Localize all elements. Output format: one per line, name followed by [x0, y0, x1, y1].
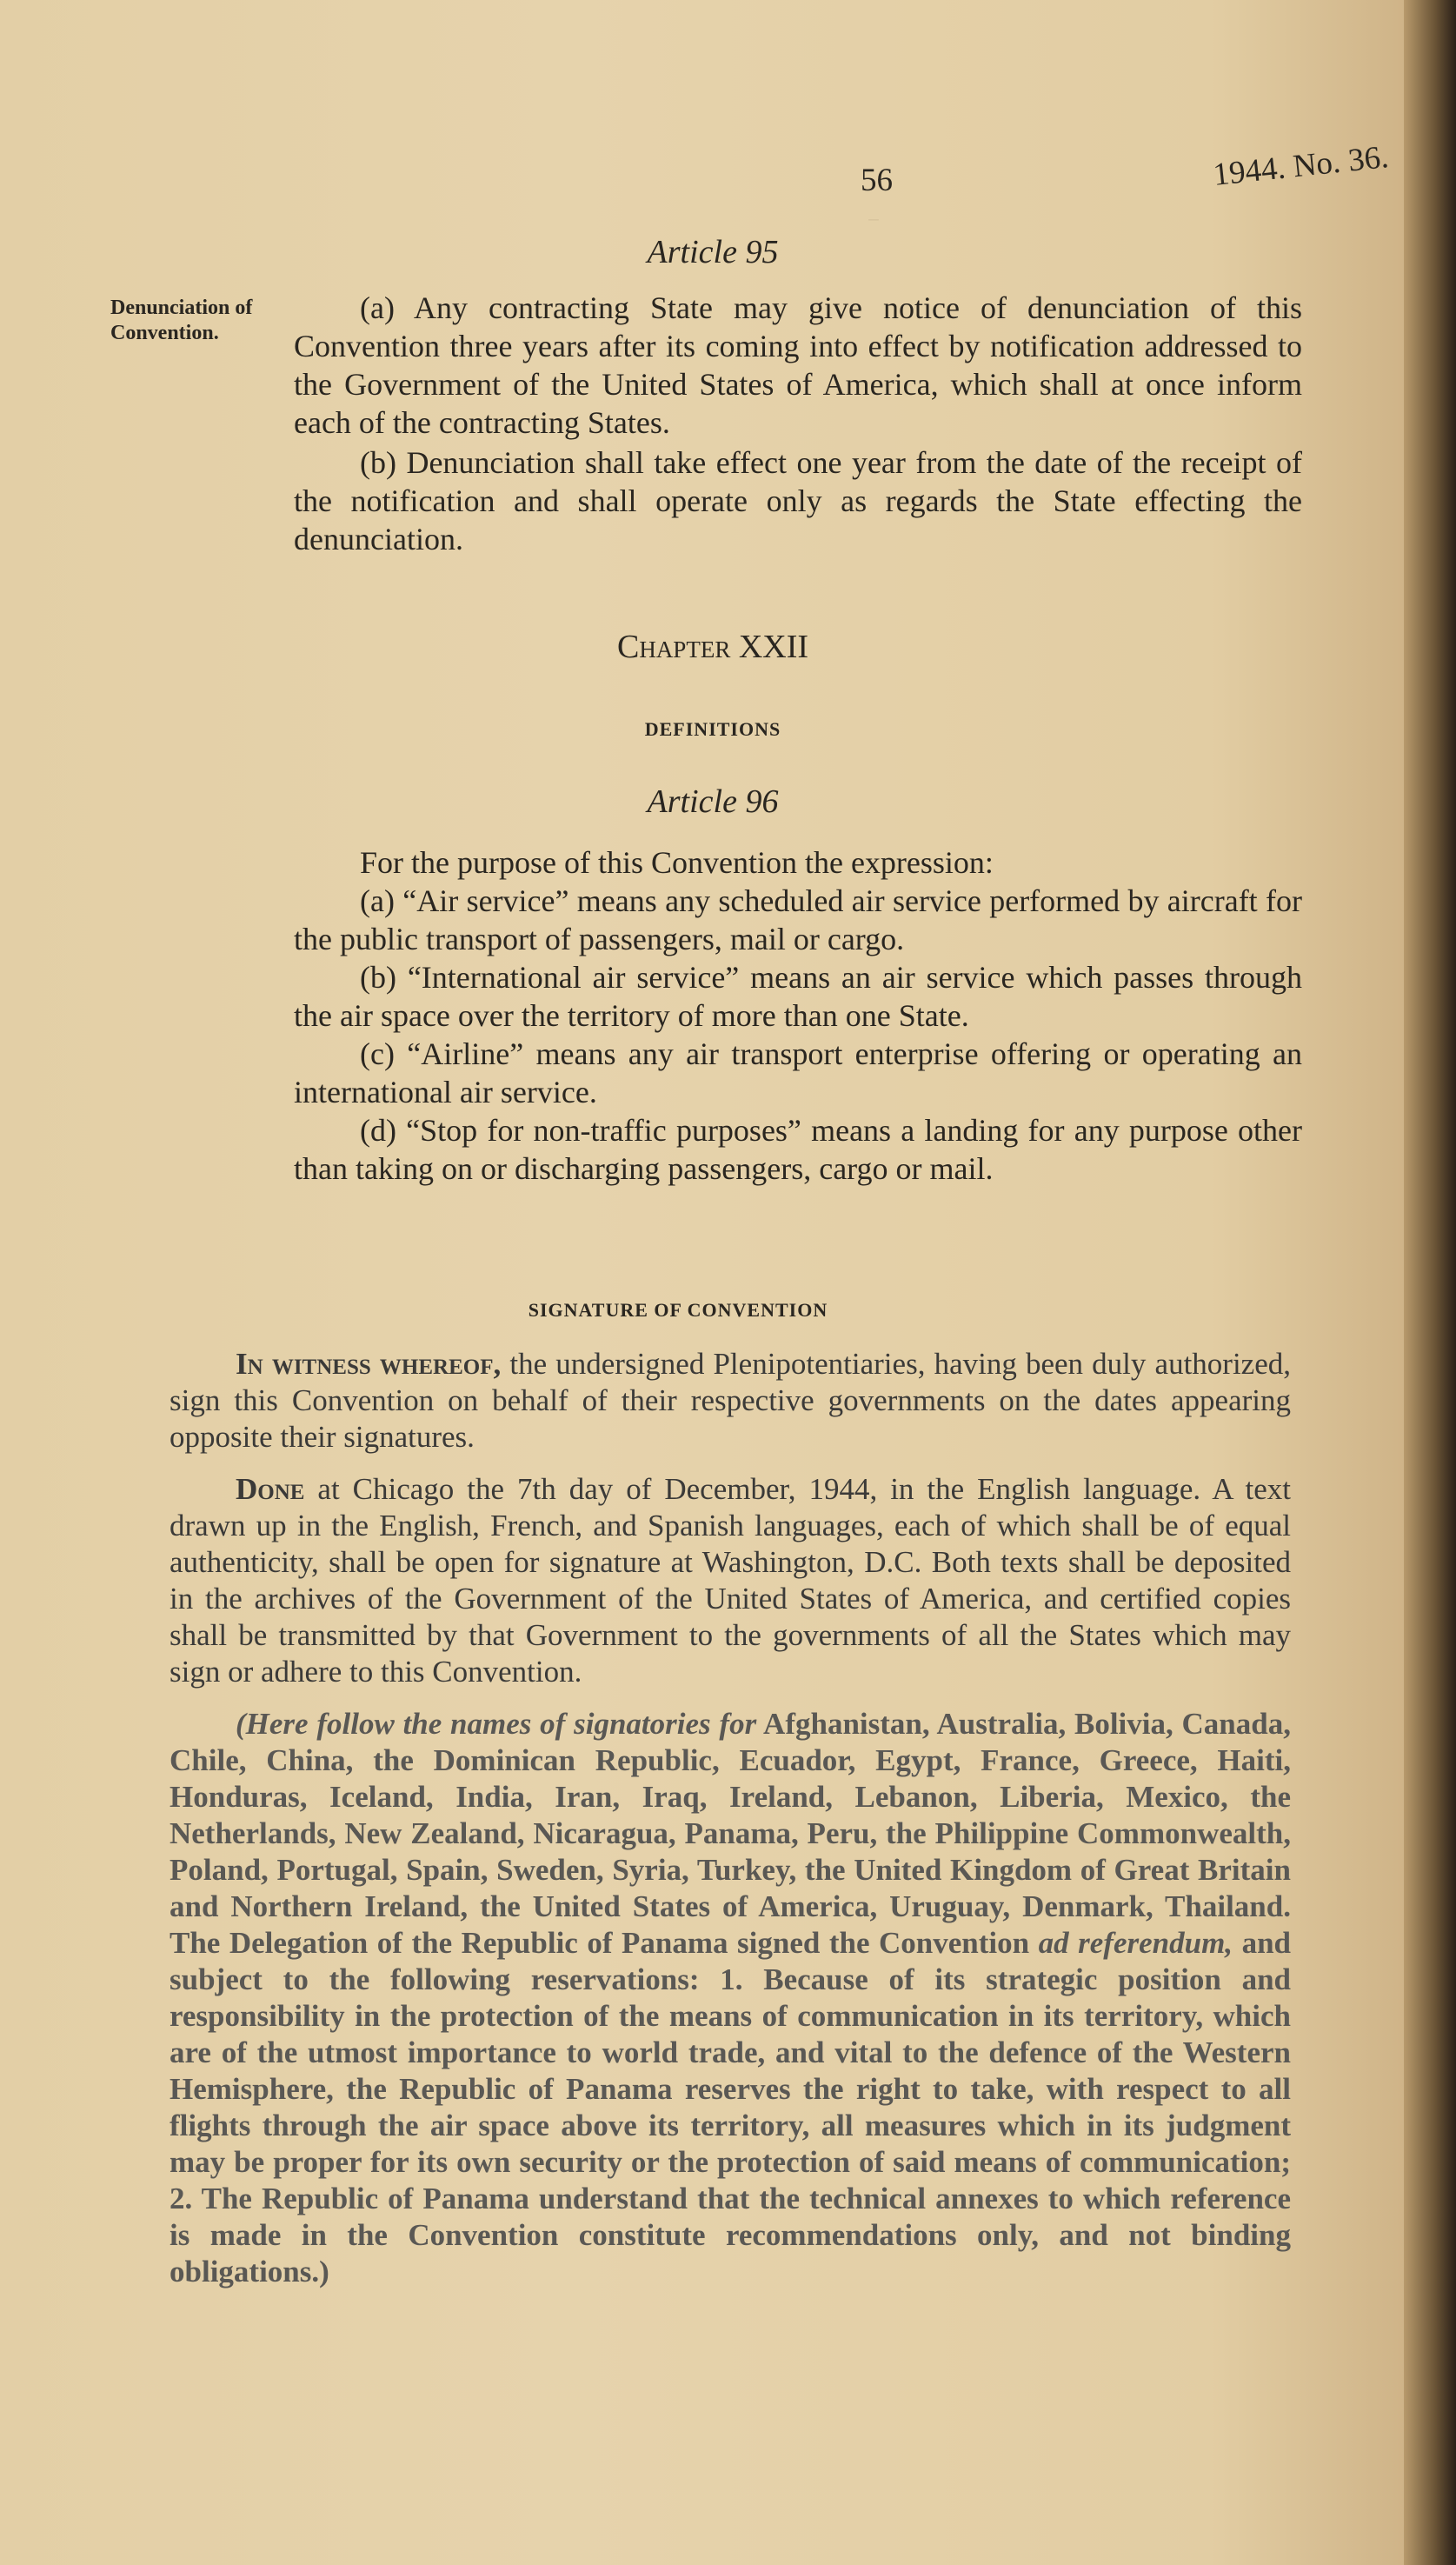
- definition-a: (a) “Air service” means any scheduled air service performed by aircraft for the public transport of passengers, mail or cargo.: [294, 883, 1302, 956]
- article-96-title: Article 96: [647, 783, 779, 820]
- article-96-body: [294, 843, 1302, 1188]
- definition-c: (c) “Airline” means any air transport enterprise offering or operating an international air service.: [294, 1036, 1302, 1109]
- article-95-para-a: (a) Any contracting State may give notice of denunciation of this Convention three years after its coming into effect by notification addressed to the Government of the United States of America, which shall at once inform each of the contracting States.: [294, 290, 1302, 440]
- article-95-title: Article 95: [647, 234, 779, 270]
- definition-b: (b) “International air service” means an air service which passes through the air space over the territory of more than one State.: [294, 960, 1302, 1033]
- chapter-subtitle: DEFINITIONS: [644, 718, 781, 740]
- witness-lead: In witness whereof,: [236, 1347, 502, 1381]
- done-paragraph: [170, 1471, 1291, 1690]
- done-text: at Chicago the 7th day of December, 1944, in the English language. A text drawn up in the English, French, and Spanish languages, each of which shall be of equal authenticity, shall be open for signature at Washington, D.C. Both texts shall be deposited in the archives of the Government of the United States of America, and certified copies shall be transmitted by that Government to the governments of all the States which may sign or adhere to this Convention.: [170, 1472, 1291, 1689]
- ad-referendum: ad referendum,: [1029, 1926, 1233, 1960]
- panama-reservations: and subject to the following reservations: 1. Because of its strategic position and responsibility in the protection of the means of communication in its territory, which are of the utmost importance to world trade, and vital to the defence of the Western Hemisphere, the Republic of Panama reserves the right to take, with respect to all flights through the air space above its territory, all measures which in its judgment may be proper for its own security or the protection of said means of communication; 2. The Republic of Panama understand that the technical annexes to which reference is made in the Convention constitute recommendations only, and not binding obligations.): [170, 1926, 1291, 2289]
- page-number: 56: [861, 163, 893, 198]
- article-96-intro: For the purpose of this Convention the expression:: [360, 845, 994, 880]
- witness-paragraph: [170, 1346, 1291, 1456]
- definition-d: (d) “Stop for non-traffic purposes” means a landing for any purpose other than taking on or discharging passengers, cargo or mail.: [294, 1113, 1302, 1186]
- signatories-italic: (Here follow the names of signatories for: [236, 1707, 757, 1741]
- done-lead: Done: [236, 1472, 305, 1506]
- year-and-number: 1944. No. 36.: [1211, 139, 1391, 194]
- book-spine-shadow: [1404, 0, 1456, 2565]
- chapter-title: Chapter XXII: [616, 629, 809, 665]
- article-95-para-b: (b) Denunciation shall take effect one year from the date of the receipt of the notification and shall operate only as regards the State effecting the denunciation.: [294, 445, 1302, 556]
- margin-note-denunciation: [110, 296, 284, 346]
- signatories-list: Afghanistan, Australia, Bolivia, Canada, Chile, China, the Dominican Republic, Ecuador, Egypt, France, Greece, Haiti, Honduras, Iceland, India, Iran, Iraq, Ireland, Lebanon, Liberia, Mexico, the Netherlands, New Zealand, Nicaragua, Panama, Peru, the Philippine Commonwealth, Poland, Portugal, Spain, Sweden, Syria, Turkey, the United Kingdom of Great Britain and Northern Ireland, the United States of America, Uruguay, Denmark, Thailand. The Delegation of the Republic of Panama signed the Convention: [170, 1707, 1291, 1960]
- article-95-body: [294, 289, 1302, 558]
- signature-heading: SIGNATURE OF CONVENTION: [528, 1299, 828, 1321]
- bleed-through-text: ‾: [869, 217, 878, 246]
- witness-text: the undersigned Plenipotentiaries, having been duly authorized, sign this Convention on behalf of their respective governments on the dates appearing opposite their signatures.: [170, 1347, 1292, 1454]
- margin-note-text: Denunciation of Convention.: [110, 296, 253, 344]
- signature-body: [170, 1346, 1291, 2290]
- signatories-paragraph: [170, 1706, 1291, 2290]
